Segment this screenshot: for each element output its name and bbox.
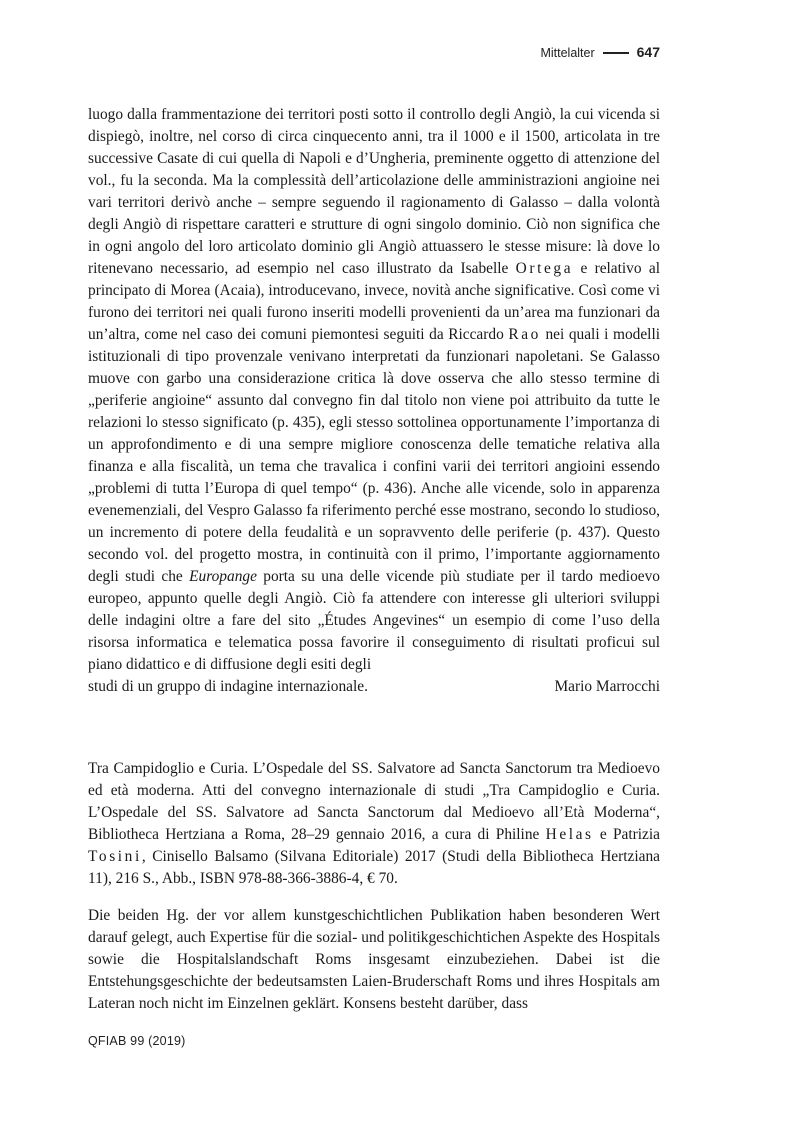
project-name-europange: Europange	[189, 568, 257, 585]
text-run: , Cinisello Balsamo (Silvana Editoriale) 2017 (Studi della Bibliotheca Hertziana 11), 216 S., Abb., ISBN 978-88-366-3886-4, € 70.	[88, 848, 660, 887]
text-run: luogo dalla frammentazione dei territori posti sotto il controllo degli Angiò, la cui vicenda si dispiegò, inoltre, nel corso di circa cinquecento anni, tra il 1000 e il 1500, articolata in tre successive Casate di cui quella di Napoli e d’Ungheria, preminente oggetto di attenzione del vol., fu la seconda. Ma la complessità dell’articolazione delle amministrazioni angioine nei vari territori derivò anche – sempre seguendo il ragionamento di Galasso – dalla volontà degli Angiò di rispettare caratteri e strutture di ogni singolo dominio. Ciò non significa che in ogni angolo del loro articolato dominio gli Angiò attuassero le stesse misure: là dove lo ritenevano necessario, ad esempio nel caso illustrato da Isabelle	[88, 106, 660, 277]
page-number: 647	[636, 44, 660, 60]
text-run: nei quali i modelli istituzionali di tipo provenzale venivano interpretati da funzionari napoletani. Se Galasso muove con garbo una considerazione critica là dove osserva che allo stesso termine di „periferie angioine“ assunto dal convegno fin dal titolo non viene poi attribuito da tutte le relazioni lo stesso significato (p. 435), egli stesso sottolinea opportunamente l’importanza di un approfondimento e di una sempre migliore conoscenza delle tematiche relativa alla finanza e alla fiscalità, un tema che travalica i confini varii dei territori angioini essendo „problemi di tutta l’Europa di quel tempo“ (p. 436). Anche alle vicende, solo in apparenza evenemenziali, del Vespro Galasso fa riferimento perché esse mostrano, secondo lo studioso, un incremento di potere della feudalità e un sopravvento delle periferie (p. 437). Questo secondo vol. del progetto mostra, in continuità con il primo, l’importante aggiornamento degli studi che	[88, 326, 661, 585]
review-bibliographic-heading	[88, 758, 660, 890]
header-rule	[603, 52, 629, 54]
text-run: e Patrizia	[593, 826, 660, 843]
review-german-body	[88, 905, 660, 1015]
author-name-ortega: Ortega	[515, 260, 574, 277]
review-italian-continuation	[88, 104, 660, 698]
author-name-rao: Rao	[508, 326, 541, 343]
review-paragraph	[88, 104, 660, 676]
review-paragraph: Die beiden Hg. der vor allem kunstgeschichtlichen Publikation haben besonderen Wert darauf gelegt, auch Expertise für die sozial- und politikgeschichtichen Aspekte des Hospitals sowie die Hospitalslandschaft Roms insgesamt einzubeziehen. Dabei ist die Entstehungsgeschichte der bedeutsamsten Laien-Bruderschaft Roms und ihres Hospitals am Lateran noch nicht im Einzelnen geklärt. Konsens besteht darüber, dass	[88, 907, 660, 1012]
last-line-text: studi di un gruppo di indagine internazionale.	[88, 678, 368, 695]
reviewer-signature: Mario Marrocchi	[554, 678, 660, 695]
running-header	[540, 44, 660, 60]
editor-name-helas: Helas	[545, 826, 594, 843]
bibliographic-entry	[88, 758, 660, 890]
closing-line	[88, 676, 660, 698]
text-run: porta su una delle vicende più studiate per il tardo medioevo europeo, appunto quelle degli Angiò. Ciò fa attendere con interesse gli ulteriori sviluppi delle indagini oltre a fare del sito „Études Angevines“ un esempio di come l’uso della risorsa informatica e telematica possa favorire il conseguimento di risultati proficui sul piano didattico e di diffusione degli esiti degli	[88, 568, 660, 673]
section-title: Mittelalter	[540, 46, 595, 60]
journal-footer: QFIAB 99 (2019)	[88, 1034, 186, 1048]
editor-name-tosini: Tosini	[88, 848, 142, 865]
text-run: Tra Campidoglio e Curia. L’Ospedale del SS. Salvatore ad Sancta Sanctorum tra Medioevo ed età moderna. Atti del convegno internazionale di studi „Tra Campidoglio e Curia. L’Ospedale del SS. Salvatore ad Sancta Sanctorum dal Medioevo all’Età Moderna“, Bibliotheca Hertziana a Roma, 28–29 gennaio 2016, a cura di Philine	[88, 760, 660, 843]
text-run: e relativo al principato di Morea (Acaia), introducevano, invece, novità anche significative. Così come vi furono dei territori nei quali furono inseriti modelli provenienti da un’area ma funzionari da un’altra, come nel caso dei comuni piemontesi seguiti da Riccardo	[88, 260, 660, 343]
